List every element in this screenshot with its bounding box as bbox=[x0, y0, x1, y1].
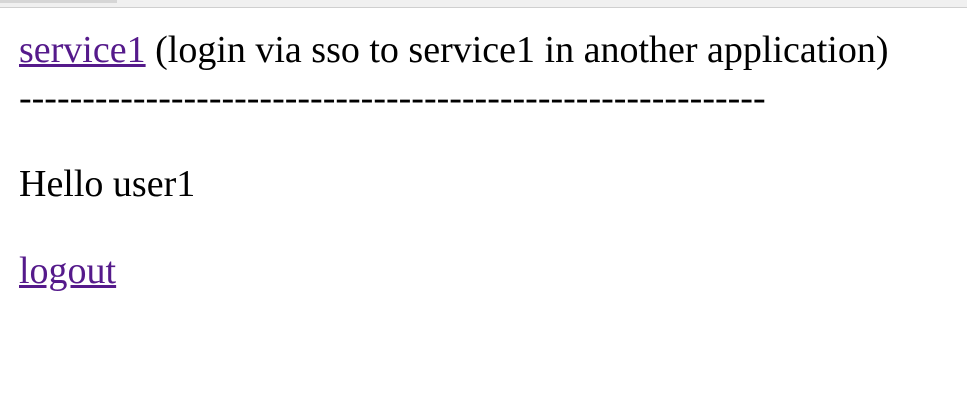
service1-link[interactable]: service1 bbox=[19, 29, 146, 71]
service-note: (login via sso to service1 in another application) bbox=[155, 29, 889, 71]
logout-link[interactable]: logout bbox=[19, 250, 117, 292]
greeting-text: Hello user1 bbox=[19, 163, 196, 205]
scrollbar-thumb[interactable] bbox=[0, 0, 117, 3]
service-line bbox=[19, 26, 889, 74]
separator-line: ----------------------------------------------------------- bbox=[19, 77, 766, 119]
page-content bbox=[19, 26, 889, 295]
browser-top-scrollbar[interactable] bbox=[0, 0, 967, 8]
